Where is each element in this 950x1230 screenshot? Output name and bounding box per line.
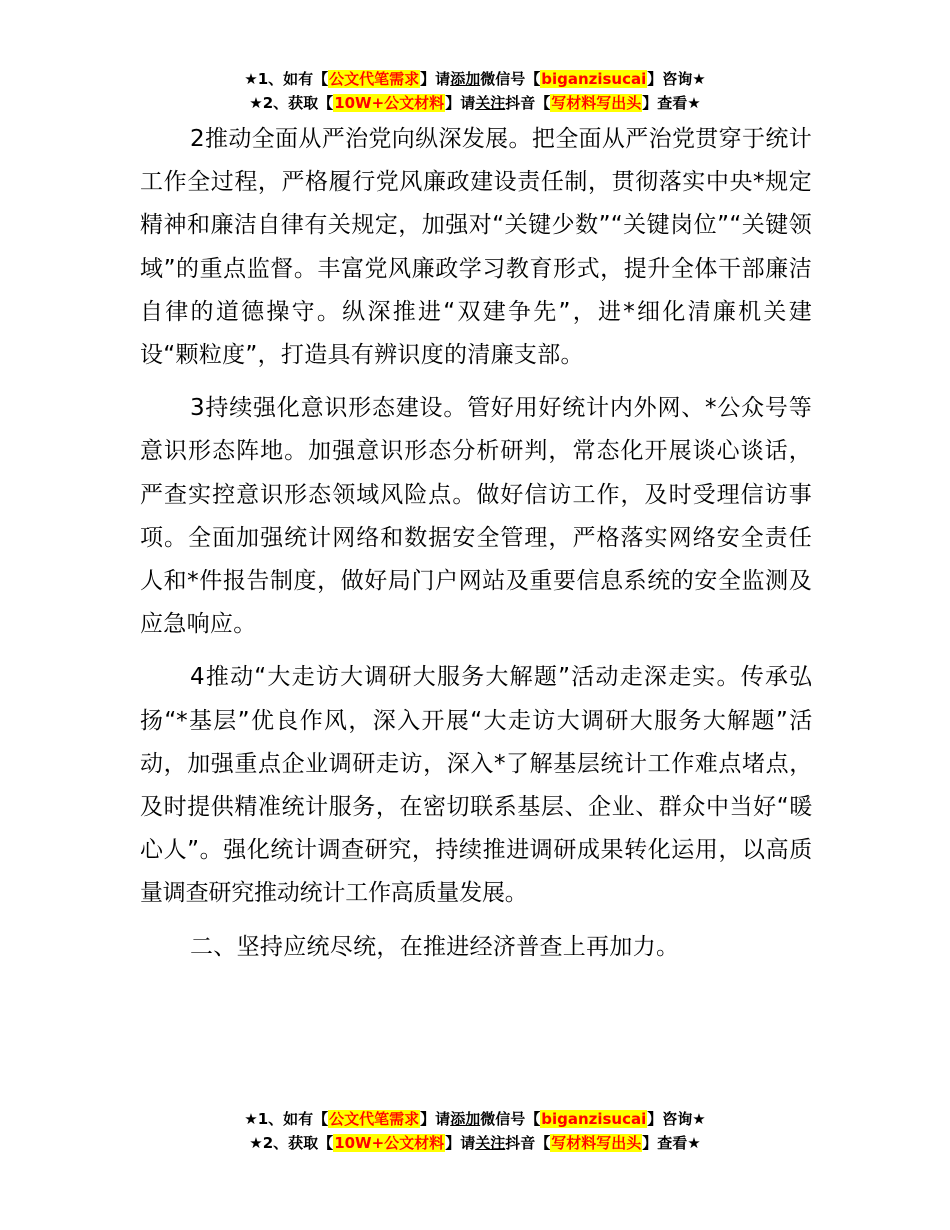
banner-line-2 bbox=[0, 1131, 950, 1155]
section-heading: 二、坚持应统尽统，在推进经济普查上再加力。 bbox=[190, 933, 680, 960]
banner-text: 】请 bbox=[445, 94, 476, 112]
banner-text: 】咨询★ bbox=[647, 70, 706, 88]
banner-text: 】查看★ bbox=[642, 94, 701, 112]
banner-highlight: 写材料写出头 bbox=[551, 1134, 642, 1152]
banner-text: 抖音【 bbox=[505, 1134, 551, 1152]
document-body bbox=[140, 118, 812, 969]
banner-text: 】查看★ bbox=[642, 1134, 701, 1152]
banner-text: 】请 bbox=[420, 1110, 451, 1128]
banner-highlight: biganzisucai bbox=[541, 1110, 647, 1128]
banner-text: ★1、如有【 bbox=[244, 70, 329, 88]
banner-highlight: 10W+公文材料 bbox=[334, 1134, 445, 1152]
banner-line-2 bbox=[0, 91, 950, 115]
banner-text: 微信号【 bbox=[480, 1110, 541, 1128]
banner-text: 微信号【 bbox=[480, 70, 541, 88]
banner-highlight: 10W+公文材料 bbox=[334, 94, 445, 112]
banner-underlined-text: 添加 bbox=[450, 1110, 481, 1128]
banner-highlight: biganzisucai bbox=[541, 70, 647, 88]
footer-banner bbox=[0, 1107, 950, 1155]
banner-text: ★1、如有【 bbox=[244, 1110, 329, 1128]
banner-line-1 bbox=[0, 1107, 950, 1131]
paragraph: 3持续强化意识形态建设。管好用好统计内外网、*公众号等意识形态阵地。加强意识形态分析研判，常态化开展谈心谈话，严查实控意识形态领域风险点。做好信访工作，及时受理信访事项。全面加强统计网络和数据安全管理，严格落实网络安全责任人和*件报告制度，做好局门户网站及重要信息系统的安全监测及应急响应。 bbox=[140, 395, 812, 638]
banner-underlined-text: 添加 bbox=[450, 70, 481, 88]
banner-text: 】请 bbox=[445, 1134, 476, 1152]
banner-line-1 bbox=[0, 67, 950, 91]
banner-highlight: 公文代笔需求 bbox=[329, 1110, 420, 1128]
header-banner bbox=[0, 67, 950, 115]
banner-text: 】咨询★ bbox=[647, 1110, 706, 1128]
banner-text: ★2、获取【 bbox=[249, 1134, 334, 1152]
banner-underlined-text: 关注 bbox=[475, 1134, 506, 1152]
banner-highlight: 写材料写出头 bbox=[551, 94, 642, 112]
banner-text: ★2、获取【 bbox=[249, 94, 334, 112]
banner-text: 抖音【 bbox=[505, 94, 551, 112]
paragraph: 4推动“大走访大调研大服务大解题”活动走深走实。传承弘扬“*基层”优良作风，深入开展“大走访大调研大服务大解题”活动，加强重点企业调研走访，深入*了解基层统计工作难点堵点，及时提供精准统计服务，在密切联系基层、企业、群众中当好“暖心人”。强化统计调查研究，持续推进调研成果转化运用，以高质量调查研究推动统计工作高质量发展。 bbox=[140, 664, 812, 907]
banner-highlight: 公文代笔需求 bbox=[329, 70, 420, 88]
banner-underlined-text: 关注 bbox=[475, 94, 506, 112]
paragraph: 2推动全面从严治党向纵深发展。把全面从严治党贯穿于统计工作全过程，严格履行党风廉政建设责任制，贯彻落实中央*规定精神和廉洁自律有关规定，加强对“关键少数”“关键岗位”“关键领域”的重点监督。丰富党风廉政学习教育形式，提升全体干部廉洁自律的道德操守。纵深推进“双建争先”，进*细化清廉机关建设“颗粒度”，打造具有辨识度的清廉支部。 bbox=[140, 126, 812, 369]
banner-text: 】请 bbox=[420, 70, 451, 88]
